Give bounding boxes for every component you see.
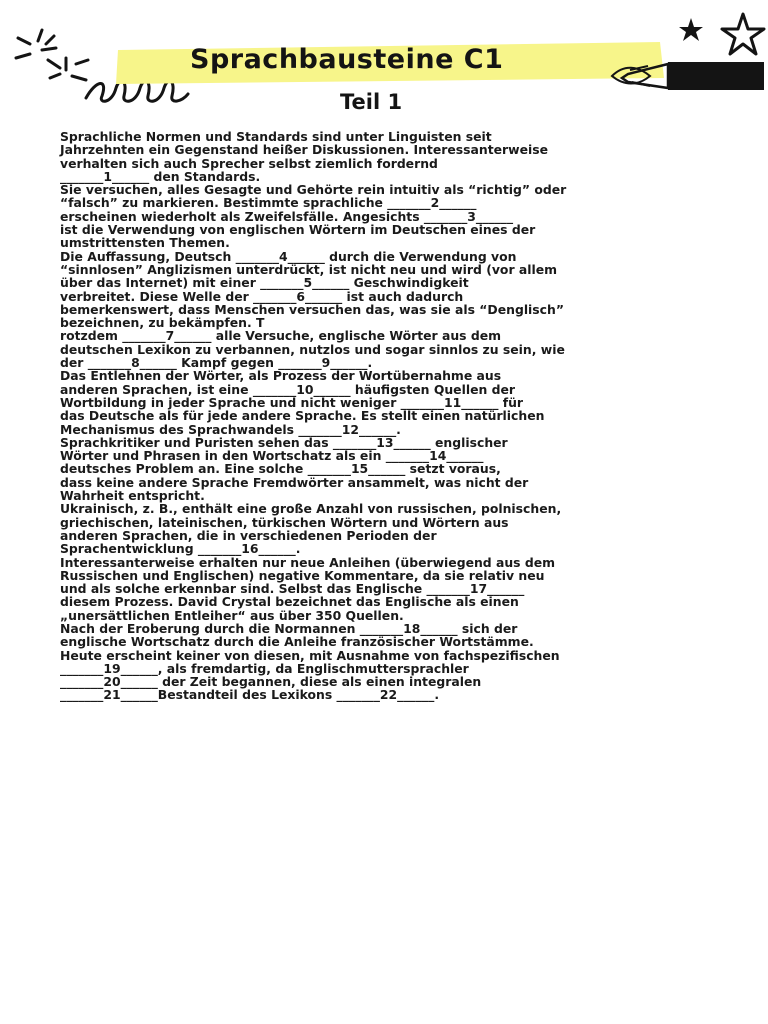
text-line: dass keine andere Sprache Fremdwörter ansammelt, was nicht der — [60, 474, 529, 490]
text-line: deutschen Lexikon zu verbannen, nutzlos und sogar sinnlos zu sein, wie — [60, 341, 565, 357]
text-line: verhalten sich auch Sprecher selbst ziemlich fordernd — [60, 155, 438, 171]
text-line: ist die Verwendung von englischen Wörtern im Deutschen eines der — [60, 222, 536, 238]
text-line: Sie versuchen, alles Gesagte und Gehörte rein intuitiv als “richtig” oder — [60, 182, 567, 198]
text-line: anderen Sprachen, ist eine _______10______ häufigsten Quellen der — [60, 381, 515, 397]
page-title: Sprachbausteine C1 — [190, 44, 504, 75]
exercise-text — [60, 130, 720, 702]
text-line: englische Wortschatz durch die Anleihe französischer Wortstämme. — [60, 634, 534, 650]
pen-icon — [608, 56, 768, 98]
text-line: Mechanismus des Sprachwandels _______12______. — [60, 421, 401, 437]
text-line: Jahrzehnten ein Gegenstand heißer Diskussionen. Interessanterweise — [60, 142, 549, 158]
text-line: Wortbildung in jeder Sprache und nicht weniger _______11______ für — [60, 394, 524, 410]
text-line: anderen Sprachen, die in verschiedenen Perioden der — [60, 527, 437, 543]
text-line: _______1______ den Standards. — [60, 168, 261, 184]
star-icon — [676, 16, 706, 44]
text-line: umstrittensten Themen. — [60, 235, 230, 251]
text-line: “sinnlosen” Anglizismen unterdrückt, ist nicht neu und wird (vor allem — [60, 261, 558, 277]
text-line: bezeichnen, zu bekämpfen. T — [60, 315, 265, 331]
text-line: Sprachentwicklung _______16______. — [60, 541, 301, 557]
text-line: erscheinen wiederholt als Zweifelsfälle. Angesichts _______3______ — [60, 208, 514, 224]
text-line: Heute erscheint keiner von diesen, mit Ausnahme von fachspezifischen — [60, 647, 560, 663]
text-line: griechischen, lateinischen, türkischen Wörtern und Wörtern aus — [60, 514, 509, 530]
text-line: bemerkenswert, dass Menschen versuchen das, was sie als “Denglisch” — [60, 301, 564, 317]
text-line: Wörter und Phrasen in den Wortschatz als ein _______14______ — [60, 448, 484, 464]
text-line: Russischen und Englischen) negative Kommentare, da sie relativ neu — [60, 567, 545, 583]
text-line: _______20______ der Zeit begannen, diese als einen integralen — [60, 674, 482, 690]
text-line: das Deutsche als für jede andere Sprache. Es stellt einen natürlichen — [60, 408, 545, 424]
text-line: Die Auffassung, Deutsch _______4______ durch die Verwendung von — [60, 248, 517, 264]
text-line: _______21______Bestandteil des Lexikons _______22______. — [60, 687, 440, 703]
text-line: Ukrainisch, z. B., enthält eine große Anzahl von russischen, polnischen, — [60, 501, 562, 517]
text-line: deutsches Problem an. Eine solche _______15______ setzt voraus, — [60, 461, 501, 477]
text-line: “falsch” zu markieren. Bestimmte sprachliche _______2______ — [60, 195, 477, 211]
page-subtitle: Teil 1 — [340, 90, 403, 114]
text-line: Nach der Eroberung durch die Normannen _______18______ sich der — [60, 620, 518, 636]
text-line: _______19______, als fremdartig, da Englischmuttersprachler — [60, 660, 469, 676]
text-line: verbreitet. Diese Welle der _______6______ ist auch dadurch — [60, 288, 464, 304]
text-line: über das Internet) mit einer _______5______ Geschwindigkeit — [60, 275, 469, 291]
star-icon — [718, 10, 768, 60]
text-line: diesem Prozess. David Crystal bezeichnet das Englische als einen — [60, 594, 519, 610]
text-line: Interessanterweise erhalten nur neue Anleihen (überwiegend aus dem — [60, 554, 556, 570]
text-line: Das Entlehnen der Wörter, als Prozess der Wortübernahme aus — [60, 368, 502, 384]
text-line: Wahrheit entspricht. — [60, 488, 205, 504]
text-line: „unersättlichen Entleiher“ aus über 350 Quellen. — [60, 607, 404, 623]
text-line: und als solche erkennbar sind. Selbst das Englische _______17______ — [60, 581, 525, 597]
text-line: Sprachliche Normen und Standards sind unter Linguisten seit — [60, 129, 492, 144]
text-line: rotzdem _______7______ alle Versuche, englische Wörter aus dem — [60, 328, 502, 344]
text-line: Sprachkritiker und Puristen sehen das _______13______ englischer — [60, 434, 508, 450]
text-line: der _______8______ Kampf gegen _______9______. — [60, 355, 373, 371]
